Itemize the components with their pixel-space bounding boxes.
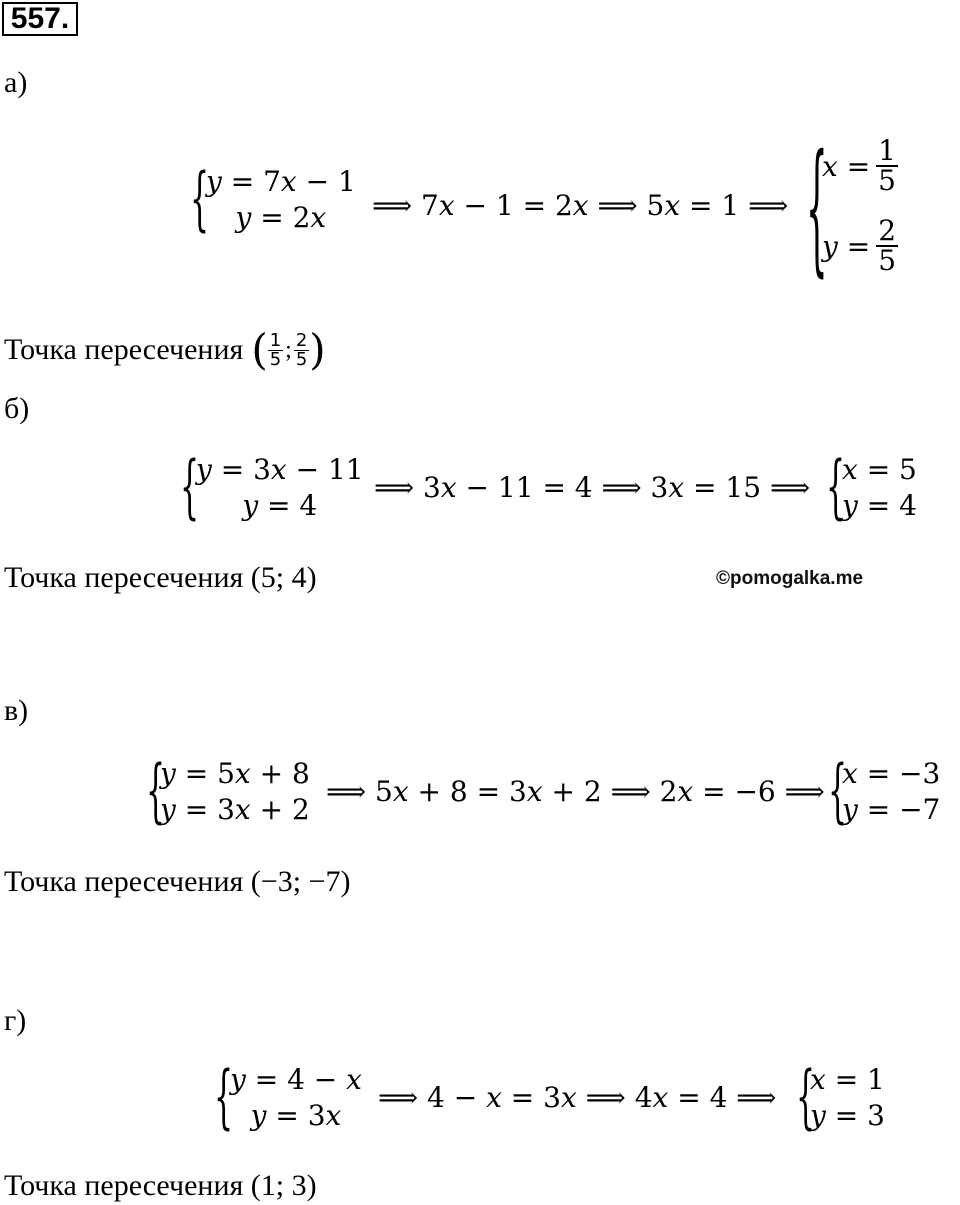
- left-brace: {: [190, 160, 210, 241]
- denominator: 5: [878, 244, 897, 277]
- equation-line: 𝑦 = 5𝑥 + 8: [160, 757, 310, 790]
- close-paren: ): [309, 325, 326, 374]
- equation-lhs: 𝑦 =: [822, 229, 871, 263]
- equation-line: 𝑥 = 5: [842, 453, 917, 486]
- part-c-system1: [146, 752, 310, 833]
- fraction: [876, 214, 898, 277]
- part-a-label: а): [4, 66, 28, 99]
- left-brace: {: [796, 1058, 816, 1139]
- part-b-chain: ⟹ 3𝑥 − 11 = 4 ⟹ 3𝑥 = 15 ⟹: [374, 471, 811, 504]
- equation-line: 𝑦 = 3: [810, 1099, 885, 1132]
- part-d-system1: [214, 1058, 362, 1139]
- left-brace: {: [826, 448, 846, 529]
- equation-line: 𝑦 = 3𝑥: [250, 1099, 342, 1132]
- equation-line: 𝑦 = 7𝑥 − 1: [206, 165, 356, 198]
- equation-line: 𝑦 = 4: [842, 489, 917, 522]
- equation-line: 𝑦 = 3𝑥 + 2: [160, 793, 310, 826]
- numerator: 2: [878, 214, 897, 247]
- equation-line: 𝑥 = 1: [810, 1063, 885, 1096]
- watermark: ©pomogalka.me: [716, 568, 864, 589]
- separator: ;: [285, 337, 292, 363]
- denominator: 5: [878, 164, 896, 197]
- part-d-result: Точка пересечения (1; 3): [4, 1169, 317, 1202]
- result-text: Точка пересечения: [4, 333, 244, 366]
- part-a-result: [4, 324, 326, 376]
- left-brace: {: [180, 448, 200, 529]
- part-b-system2: [826, 448, 917, 529]
- part-b-result: Точка пересечения (5; 4): [4, 561, 317, 594]
- fraction: [268, 329, 283, 370]
- part-c-chain: ⟹ 5𝑥 + 8 = 3𝑥 + 2 ⟹ 2𝑥 = −6 ⟹: [326, 775, 825, 808]
- part-d-system2: [796, 1058, 885, 1139]
- equation-line: 𝑥 = −3: [842, 757, 941, 790]
- equation-line: 𝑦 = 4: [242, 489, 318, 522]
- part-b-system1: [180, 448, 364, 529]
- numerator: 1: [269, 329, 282, 351]
- numerator: 1: [878, 134, 896, 167]
- part-a-system1: [190, 160, 356, 241]
- fraction: [294, 329, 309, 370]
- equation-line: 𝑦 = 3𝑥 − 11: [196, 453, 364, 486]
- left-brace: {: [214, 1058, 234, 1139]
- part-c-result: Точка пересечения (−3; −7): [4, 865, 351, 898]
- numerator: 2: [295, 329, 308, 351]
- left-brace: {: [828, 752, 848, 833]
- part-a-system2: [806, 126, 926, 294]
- part-a-chain: ⟹ 7𝑥 − 1 = 2𝑥 ⟹ 5𝑥 = 1 ⟹: [372, 189, 789, 222]
- left-brace: {: [806, 126, 828, 294]
- problem-number: 557.: [2, 2, 78, 36]
- part-b-label: б): [4, 392, 30, 425]
- equation-lhs: 𝑥 =: [822, 149, 871, 183]
- part-d-label: г): [4, 1004, 27, 1037]
- part-d-chain: ⟹ 4 − 𝑥 = 3𝑥 ⟹ 4𝑥 = 4 ⟹: [378, 1081, 777, 1114]
- denominator: 5: [295, 348, 308, 370]
- equation-line: 𝑦 = −7: [842, 793, 941, 826]
- open-paren: (: [251, 325, 268, 374]
- part-c-system2: [828, 752, 941, 833]
- equation-line: 𝑦 = 2𝑥: [235, 201, 327, 234]
- left-brace: {: [146, 752, 166, 833]
- denominator: 5: [269, 348, 282, 370]
- part-c-label: в): [4, 694, 29, 727]
- fraction: [876, 134, 898, 197]
- equation-line: 𝑦 = 4 − 𝑥: [230, 1063, 362, 1096]
